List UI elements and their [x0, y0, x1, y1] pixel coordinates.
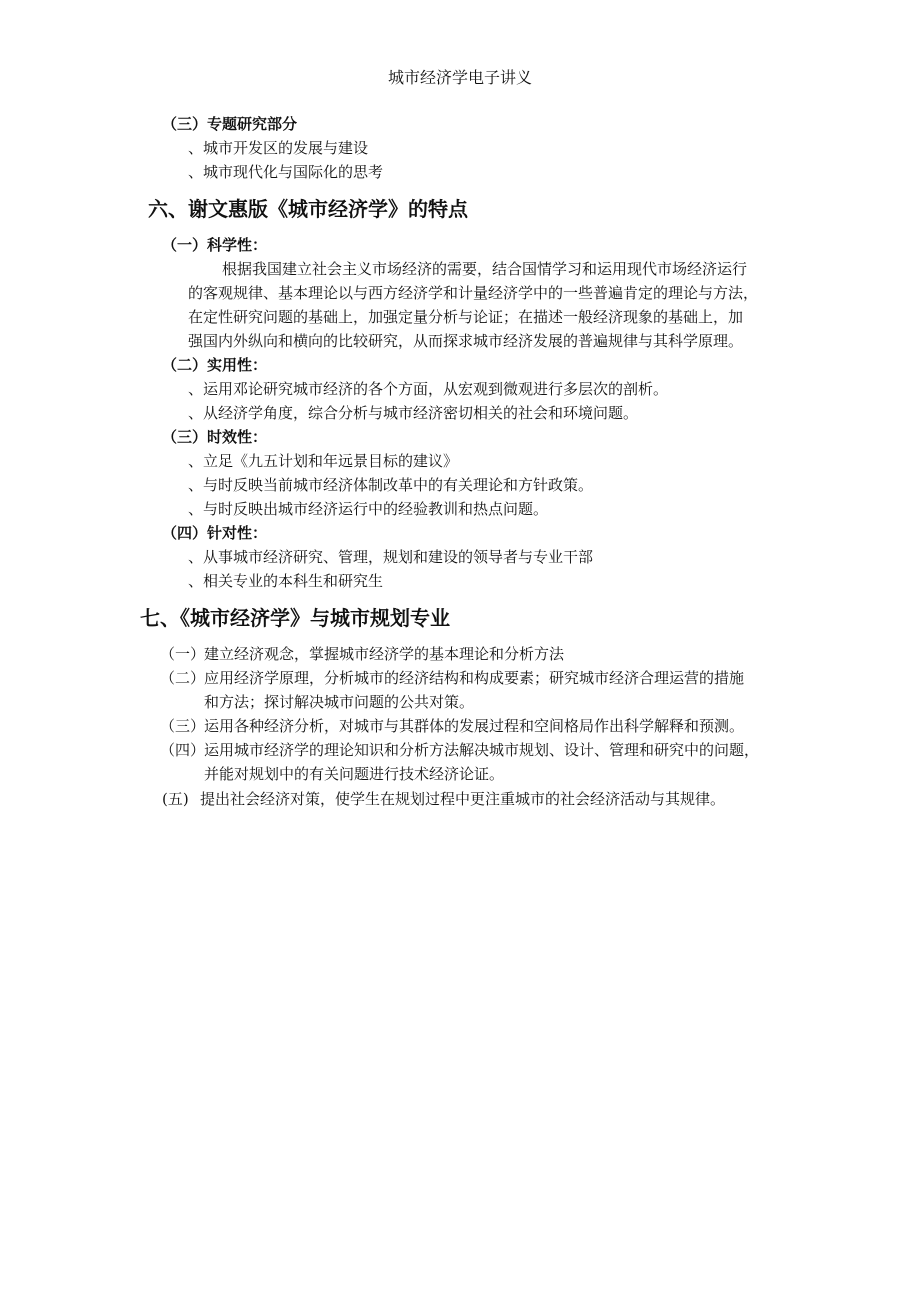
list-item: 、运用邓论研究城市经济的各个方面，从宏观到微观进行多层次的剖析。	[188, 380, 669, 398]
list-item-continuation: 和方法；探讨解决城市问题的公共对策。	[204, 693, 475, 711]
paragraph-line: 在定性研究问题的基础上，加强定量分析与论证；在描述一般经济现象的基础上，加	[188, 308, 744, 326]
list-item-continuation: 并能对规划中的有关问题进行技术经济论证。	[204, 765, 505, 783]
section-heading-7: 七、《城市经济学》与城市规划专业	[140, 606, 450, 630]
paragraph-line: 强国内外纵向和横向的比较研究，从而探求城市经济发展的普遍规律与其科学原理。	[188, 332, 744, 350]
list-item: 、从经济学角度，综合分析与城市经济密切相关的社会和环境问题。	[188, 404, 639, 422]
subheading-timeliness: （三）时效性：	[162, 428, 268, 446]
list-item: 、与时反映当前城市经济体制改革中的有关理论和方针政策。	[188, 476, 594, 494]
paragraph-line: 的客观规律、基本理论以与西方经济学和计量经济学中的一些普遍肯定的理论与方法，	[188, 284, 759, 302]
list-item: 、从事城市经济研究、管理，规划和建设的领导者与专业干部	[188, 548, 594, 566]
subheading-scientific: （一）科学性：	[162, 236, 268, 254]
section-heading-6: 六、谢文惠版《城市经济学》的特点	[148, 197, 468, 221]
list-item: 、相关专业的本科生和研究生	[188, 572, 384, 590]
list-marker: （二）	[160, 669, 206, 687]
list-marker: （四）	[160, 741, 206, 759]
list-item: 、城市现代化与国际化的思考	[188, 163, 384, 181]
subheading-targeting: （四）针对性：	[162, 524, 268, 542]
subheading-special-topics: （三）专题研究部分	[162, 115, 298, 133]
list-item: 、城市开发区的发展与建设	[188, 139, 369, 157]
list-item: 、与时反映出城市经济运行中的经验教训和热点问题。	[188, 500, 549, 518]
list-item: 提出社会经济对策，使学生在规划过程中更注重城市的社会经济活动与其规律。	[200, 790, 726, 808]
list-item: 应用经济学原理，分析城市的经济结构和构成要素；研究城市经济合理运营的措施	[204, 669, 745, 687]
page-header: 城市经济学电子讲义	[387, 68, 532, 87]
paragraph-line: 根据我国建立社会主义市场经济的需要，结合国情学习和运用现代市场经济运行	[222, 260, 748, 278]
list-marker: (五)	[162, 790, 189, 808]
list-item: 运用城市经济学的理论知识和分析方法解决城市规划、设计、管理和研究中的问题，	[204, 741, 760, 759]
list-item: 、立足《九五计划和年远景目标的建议》	[188, 452, 459, 470]
subheading-practical: （二）实用性：	[162, 356, 268, 374]
list-item: 建立经济观念，掌握城市经济学的基本理论和分析方法	[204, 645, 565, 663]
list-item: 运用各种经济分析，对城市与其群体的发展过程和空间格局作出科学解释和预测。	[204, 717, 745, 735]
list-marker: （三）	[160, 717, 206, 735]
list-marker: （一）	[160, 645, 206, 663]
